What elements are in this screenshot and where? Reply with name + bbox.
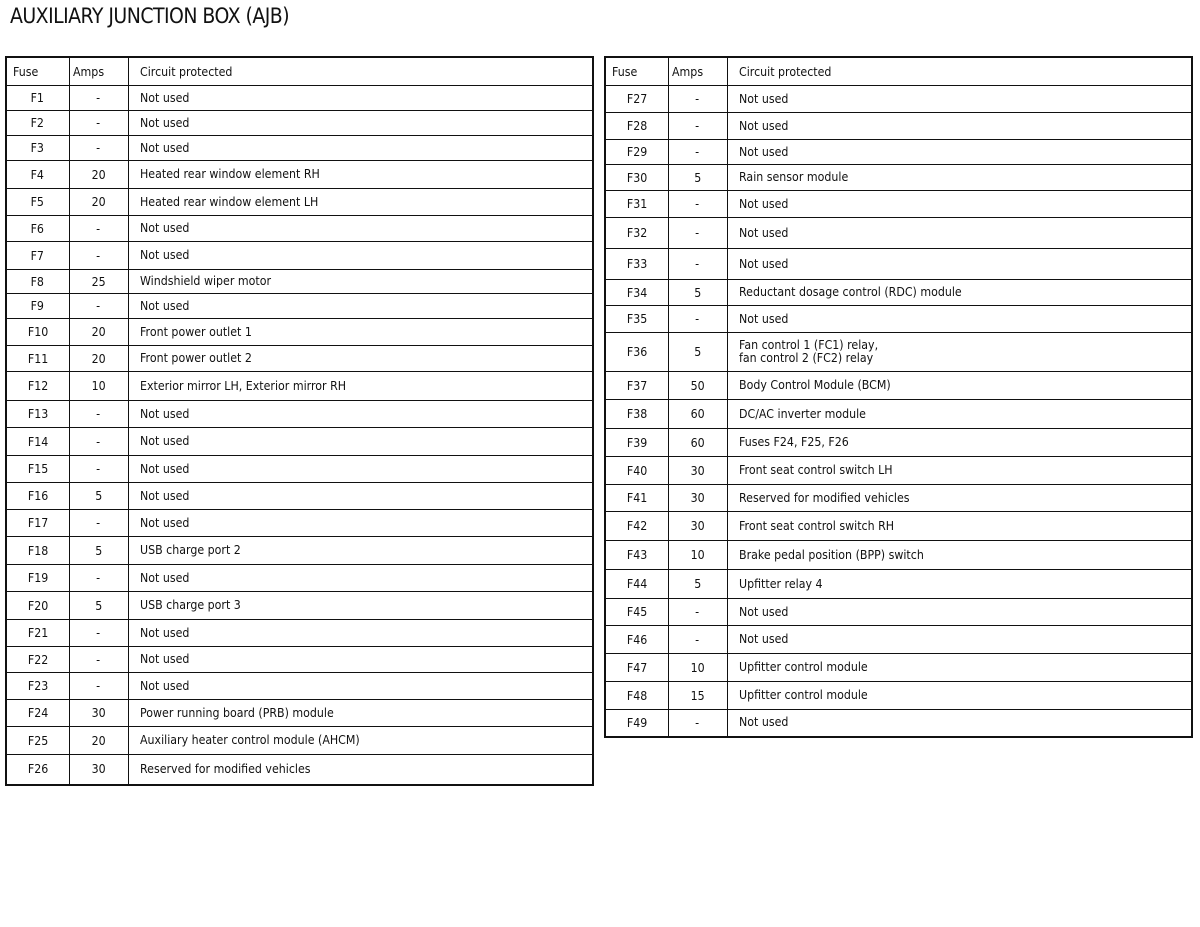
circuit-cell: DC/AC inverter module <box>727 400 1192 429</box>
fuse-cell: F35 <box>605 306 668 333</box>
amps-cell: - <box>69 401 128 428</box>
table-row <box>605 457 1192 485</box>
circuit-cell: Front power outlet 1 <box>128 319 593 346</box>
fuse-cell: F2 <box>6 111 69 136</box>
table-row <box>6 755 593 785</box>
amps-cell: 20 <box>69 189 128 216</box>
table-row <box>605 485 1192 512</box>
header-circuit: Circuit protected <box>128 57 593 86</box>
fuse-cell: F41 <box>605 485 668 512</box>
fuse-cell: F39 <box>605 429 668 457</box>
table-row <box>605 306 1192 333</box>
fuse-cell: F5 <box>6 189 69 216</box>
amps-cell: 5 <box>668 333 727 372</box>
amps-cell: 30 <box>69 700 128 727</box>
circuit-cell: Auxiliary heater control module (AHCM) <box>128 727 593 755</box>
amps-cell: 30 <box>668 485 727 512</box>
amps-cell: - <box>69 86 128 111</box>
amps-cell: 30 <box>69 755 128 785</box>
table-row <box>605 333 1192 372</box>
amps-cell: - <box>668 113 727 140</box>
amps-cell: - <box>668 86 727 113</box>
amps-cell: - <box>69 510 128 537</box>
table-row <box>6 270 593 294</box>
amps-cell: - <box>668 218 727 249</box>
page-title: AUXILIARY JUNCTION BOX (AJB) <box>10 4 290 28</box>
table-row <box>605 682 1192 710</box>
circuit-cell: Not used <box>727 218 1192 249</box>
table-row <box>605 400 1192 429</box>
amps-cell: 10 <box>668 541 727 570</box>
fuse-cell: F29 <box>605 140 668 165</box>
table-row <box>6 242 593 270</box>
circuit-cell: Not used <box>727 86 1192 113</box>
table-row <box>605 86 1192 113</box>
amps-cell: - <box>668 710 727 737</box>
amps-cell: 20 <box>69 727 128 755</box>
table-row <box>6 483 593 510</box>
fuse-cell: F21 <box>6 620 69 647</box>
table-row <box>6 537 593 565</box>
fuse-cell: F32 <box>605 218 668 249</box>
table-row <box>6 86 593 111</box>
amps-cell: - <box>69 294 128 319</box>
fuse-cell: F22 <box>6 647 69 673</box>
amps-cell: 60 <box>668 429 727 457</box>
fuse-cell: F20 <box>6 592 69 620</box>
amps-cell: 15 <box>668 682 727 710</box>
circuit-cell: Heated rear window element RH <box>128 161 593 189</box>
amps-cell: - <box>69 136 128 161</box>
circuit-cell: Front power outlet 2 <box>128 346 593 372</box>
fuse-table-left-body <box>6 86 593 785</box>
table-row <box>6 216 593 242</box>
fuse-cell: F38 <box>605 400 668 429</box>
fuse-cell: F28 <box>605 113 668 140</box>
fuse-cell: F10 <box>6 319 69 346</box>
fuse-cell: F48 <box>605 682 668 710</box>
table-row <box>6 620 593 647</box>
amps-cell: - <box>69 111 128 136</box>
amps-cell: - <box>69 216 128 242</box>
amps-cell: 5 <box>69 537 128 565</box>
fuse-cell: F49 <box>605 710 668 737</box>
fuse-cell: F44 <box>605 570 668 599</box>
circuit-cell: Not used <box>727 140 1192 165</box>
circuit-cell: Rain sensor module <box>727 165 1192 191</box>
fuse-cell: F15 <box>6 456 69 483</box>
fuse-cell: F43 <box>605 541 668 570</box>
amps-cell: - <box>69 456 128 483</box>
fuse-cell: F27 <box>605 86 668 113</box>
table-row <box>6 136 593 161</box>
circuit-cell: Upfitter control module <box>727 654 1192 682</box>
amps-cell: 20 <box>69 161 128 189</box>
table-row <box>605 654 1192 682</box>
table-row <box>6 510 593 537</box>
table-row <box>6 456 593 483</box>
fuse-cell: F13 <box>6 401 69 428</box>
table-row <box>6 592 593 620</box>
amps-cell: - <box>69 565 128 592</box>
amps-cell: 60 <box>668 400 727 429</box>
fuse-table-right <box>604 56 1193 738</box>
table-row <box>6 428 593 456</box>
circuit-cell: Not used <box>727 710 1192 737</box>
circuit-cell: Upfitter control module <box>727 682 1192 710</box>
amps-cell: - <box>668 626 727 654</box>
circuit-cell: USB charge port 3 <box>128 592 593 620</box>
circuit-cell: Not used <box>727 599 1192 626</box>
circuit-cell: Heated rear window element LH <box>128 189 593 216</box>
table-header-row <box>6 57 593 86</box>
fuse-cell: F30 <box>605 165 668 191</box>
table-row <box>6 647 593 673</box>
table-row <box>6 727 593 755</box>
table-row <box>605 191 1192 218</box>
fuse-table-right-body <box>605 86 1192 737</box>
circuit-cell: Body Control Module (BCM) <box>727 372 1192 400</box>
circuit-cell: Fan control 1 (FC1) relay, fan control 2 (FC2) relay <box>727 333 1192 372</box>
table-row <box>605 113 1192 140</box>
circuit-cell: Not used <box>128 647 593 673</box>
amps-cell: 5 <box>668 280 727 306</box>
fuse-cell: F4 <box>6 161 69 189</box>
amps-cell: - <box>69 673 128 700</box>
fuse-cell: F40 <box>605 457 668 485</box>
circuit-cell: Not used <box>128 620 593 647</box>
fuse-cell: F1 <box>6 86 69 111</box>
circuit-cell: Not used <box>128 216 593 242</box>
fuse-cell: F45 <box>605 599 668 626</box>
amps-cell: 5 <box>69 483 128 510</box>
table-row <box>605 570 1192 599</box>
amps-cell: 50 <box>668 372 727 400</box>
fuse-cell: F24 <box>6 700 69 727</box>
header-fuse: Fuse <box>605 57 668 86</box>
fuse-cell: F36 <box>605 333 668 372</box>
amps-cell: - <box>668 599 727 626</box>
fuse-cell: F23 <box>6 673 69 700</box>
header-amps: Amps <box>668 57 727 86</box>
circuit-cell: Reserved for modified vehicles <box>727 485 1192 512</box>
fuse-cell: F3 <box>6 136 69 161</box>
table-row <box>605 280 1192 306</box>
circuit-cell: Not used <box>128 111 593 136</box>
circuit-cell: Not used <box>128 136 593 161</box>
amps-cell: 5 <box>69 592 128 620</box>
table-row <box>6 294 593 319</box>
amps-cell: - <box>668 306 727 333</box>
table-row <box>6 565 593 592</box>
fuse-cell: F6 <box>6 216 69 242</box>
circuit-cell: Front seat control switch LH <box>727 457 1192 485</box>
amps-cell: - <box>668 191 727 218</box>
amps-cell: 5 <box>668 570 727 599</box>
fuse-cell: F9 <box>6 294 69 319</box>
table-row <box>605 218 1192 249</box>
circuit-cell: Not used <box>727 191 1192 218</box>
table-row <box>6 673 593 700</box>
header-amps: Amps <box>69 57 128 86</box>
circuit-cell: Not used <box>727 626 1192 654</box>
table-row <box>605 710 1192 737</box>
table-row <box>6 111 593 136</box>
fuse-cell: F8 <box>6 270 69 294</box>
fuse-cell: F11 <box>6 346 69 372</box>
circuit-cell: Not used <box>128 401 593 428</box>
amps-cell: 20 <box>69 346 128 372</box>
circuit-cell: Not used <box>128 565 593 592</box>
amps-cell: - <box>69 647 128 673</box>
table-row <box>605 249 1192 280</box>
amps-cell: - <box>69 620 128 647</box>
circuit-cell: Not used <box>128 510 593 537</box>
table-row <box>6 372 593 401</box>
circuit-cell: Not used <box>128 86 593 111</box>
amps-cell: 5 <box>668 165 727 191</box>
table-row <box>605 429 1192 457</box>
table-row <box>6 346 593 372</box>
fuse-cell: F46 <box>605 626 668 654</box>
fuse-cell: F19 <box>6 565 69 592</box>
table-row <box>605 372 1192 400</box>
circuit-cell: Windshield wiper motor <box>128 270 593 294</box>
amps-cell: 30 <box>668 457 727 485</box>
header-fuse: Fuse <box>6 57 69 86</box>
table-row <box>605 626 1192 654</box>
circuit-cell: Not used <box>128 456 593 483</box>
amps-cell: 10 <box>69 372 128 401</box>
table-row <box>605 541 1192 570</box>
table-row <box>6 189 593 216</box>
circuit-cell: Brake pedal position (BPP) switch <box>727 541 1192 570</box>
fuse-cell: F25 <box>6 727 69 755</box>
circuit-cell: Not used <box>128 673 593 700</box>
circuit-cell: Not used <box>128 242 593 270</box>
circuit-cell: Upfitter relay 4 <box>727 570 1192 599</box>
fuse-table-left <box>5 56 594 786</box>
fuse-cell: F31 <box>605 191 668 218</box>
amps-cell: - <box>69 428 128 456</box>
fuse-cell: F33 <box>605 249 668 280</box>
table-row <box>605 165 1192 191</box>
table-row <box>605 140 1192 165</box>
amps-cell: 20 <box>69 319 128 346</box>
circuit-cell: Reserved for modified vehicles <box>128 755 593 785</box>
circuit-cell: Fuses F24, F25, F26 <box>727 429 1192 457</box>
circuit-cell: USB charge port 2 <box>128 537 593 565</box>
fuse-cell: F42 <box>605 512 668 541</box>
table-header-row <box>605 57 1192 86</box>
circuit-cell: Not used <box>128 483 593 510</box>
circuit-cell: Exterior mirror LH, Exterior mirror RH <box>128 372 593 401</box>
fuse-cell: F34 <box>605 280 668 306</box>
amps-cell: - <box>69 242 128 270</box>
fuse-cell: F47 <box>605 654 668 682</box>
fuse-cell: F17 <box>6 510 69 537</box>
amps-cell: - <box>668 140 727 165</box>
fuse-cell: F14 <box>6 428 69 456</box>
header-circuit: Circuit protected <box>727 57 1192 86</box>
circuit-cell: Not used <box>727 113 1192 140</box>
amps-cell: 25 <box>69 270 128 294</box>
fuse-cell: F26 <box>6 755 69 785</box>
table-row <box>6 161 593 189</box>
circuit-cell: Not used <box>128 428 593 456</box>
table-row <box>605 512 1192 541</box>
table-row <box>6 401 593 428</box>
circuit-cell: Not used <box>128 294 593 319</box>
amps-cell: 30 <box>668 512 727 541</box>
circuit-cell: Not used <box>727 249 1192 280</box>
fuse-cell: F37 <box>605 372 668 400</box>
circuit-cell: Power running board (PRB) module <box>128 700 593 727</box>
circuit-cell: Not used <box>727 306 1192 333</box>
circuit-cell: Reductant dosage control (RDC) module <box>727 280 1192 306</box>
amps-cell: - <box>668 249 727 280</box>
circuit-cell: Front seat control switch RH <box>727 512 1192 541</box>
table-row <box>6 700 593 727</box>
fuse-cell: F12 <box>6 372 69 401</box>
table-row <box>6 319 593 346</box>
table-row <box>605 599 1192 626</box>
fuse-cell: F7 <box>6 242 69 270</box>
fuse-cell: F18 <box>6 537 69 565</box>
fuse-cell: F16 <box>6 483 69 510</box>
amps-cell: 10 <box>668 654 727 682</box>
